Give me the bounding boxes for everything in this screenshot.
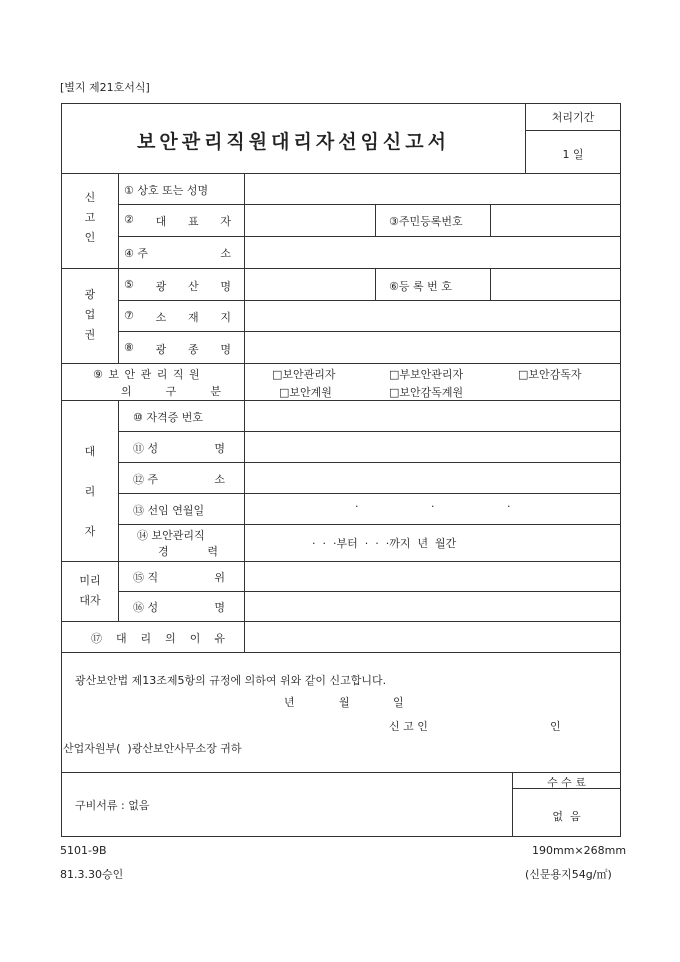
required-documents: 구비서류 : 없음 <box>75 799 150 812</box>
option-safety-clerk[interactable]: □보안계원 <box>279 386 332 399</box>
appointment-date-dot-1: · <box>355 500 359 513</box>
reporter-address-label: ④ 주 소 <box>124 247 231 260</box>
representative-label: ② 대 표 자 <box>124 213 231 228</box>
resident-id-label: ③주민등록번호 <box>389 215 463 228</box>
career-period-value: · · ·부터 · · ·까지 년 월간 <box>312 537 457 550</box>
position-label: ⑮ 직 위 <box>133 571 225 584</box>
mining-right-section-label: 광 업 권 <box>84 288 96 341</box>
form-number: [별지 제21호서식] <box>60 81 150 94</box>
processing-period-value: 1 일 <box>562 148 584 161</box>
option-deputy-safety-manager[interactable]: □부보안관리자 <box>389 368 464 381</box>
staff-type-label: ⑨ 보 안 관 리 직 원 <box>93 368 201 381</box>
mine-name-label: ⑤ 광 산 명 <box>124 278 231 293</box>
addressee: 산업자원부( )광산보안사무소장 귀하 <box>63 742 242 755</box>
fee-label: 수 수 료 <box>547 776 586 789</box>
reporter-section-label: 신 고 인 <box>84 191 96 244</box>
deputy-address-label: ⑫ 주 소 <box>133 473 225 486</box>
paper-size: 190mm×268mm <box>532 844 627 857</box>
date-month-label: 월 <box>339 696 350 709</box>
staff-type-label-2: 의 구 분 <box>121 385 221 398</box>
appointment-date-dot-3: · <box>507 500 511 513</box>
business-name-label: ① 상호 또는 성명 <box>124 184 209 197</box>
location-label: ⑦ 소 재 지 <box>124 309 231 324</box>
deputized-section-label: 미리 대자 <box>79 574 101 607</box>
deputy-section-label: 대 리 자 <box>84 445 96 538</box>
date-day-label: 일 <box>393 696 404 709</box>
registration-number-label: ⑥등 록 번 호 <box>389 280 452 293</box>
appointment-date-dot-2: · <box>431 500 435 513</box>
career-label-2: 경 력 <box>158 545 218 558</box>
approval-date: 81.3.30승인 <box>60 868 124 881</box>
reporter-signature-label: 신 고 인 <box>389 720 428 733</box>
declaration-text: 광산보안법 제13조제5항의 규정에 의하여 위와 같이 신고합니다. <box>75 674 387 687</box>
appointment-date-label: ⑬ 선임 연월일 <box>133 504 205 517</box>
form-title: 보안관리직원대리자선임신고서 <box>137 131 450 153</box>
form-code: 5101-9B <box>60 844 107 857</box>
certificate-number-label: ⑩ 자격증 번호 <box>133 411 203 424</box>
processing-period-label: 처리기간 <box>551 111 595 124</box>
seal-mark: 인 <box>550 720 561 733</box>
option-safety-supervisor[interactable]: □보안감독자 <box>518 368 582 381</box>
option-safety-supervisor-clerk[interactable]: □보안감독계원 <box>389 386 464 399</box>
deputy-name-label: ⑪ 성 명 <box>133 442 225 455</box>
fee-value: 없 음 <box>552 810 581 823</box>
deputized-name-label: ⑯ 성 명 <box>133 601 225 614</box>
option-safety-manager[interactable]: □보안관리자 <box>272 368 336 381</box>
date-year-label: 년 <box>284 696 295 709</box>
reason-label: ⑰ 대 리 의 이 유 <box>91 632 225 645</box>
career-label-1: ⑭ 보안관리직 <box>137 529 205 542</box>
mineral-type-label: ⑧ 광 종 명 <box>124 341 231 356</box>
paper-type: (신문용지54g/㎡) <box>525 868 612 881</box>
